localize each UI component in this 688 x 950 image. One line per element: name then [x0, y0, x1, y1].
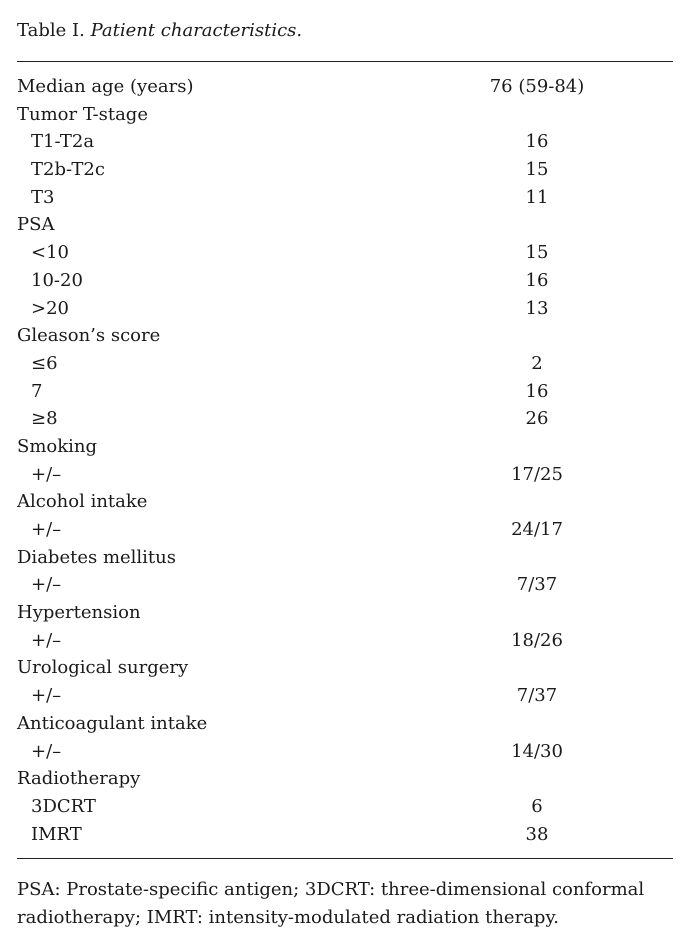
- row-value: 7/37: [516, 574, 558, 596]
- table-subrow: [17, 821, 673, 849]
- table-row: [17, 654, 673, 682]
- row-label: ≤6: [31, 352, 58, 374]
- table-row: [17, 73, 673, 101]
- table-caption: [17, 19, 302, 43]
- table-row: [17, 544, 673, 572]
- table-subrow: [17, 156, 673, 184]
- table-subrow: [17, 184, 673, 212]
- row-value: 15: [525, 242, 549, 264]
- row-label: +/–: [31, 574, 62, 596]
- table-subrow: [17, 682, 673, 710]
- table-subrow: [17, 627, 673, 655]
- row-value: 16: [525, 380, 549, 402]
- table-row: [17, 101, 673, 129]
- table-subrow: [17, 571, 673, 599]
- row-label: Urological surgery: [17, 657, 189, 679]
- row-value: 76 (59-84): [489, 76, 585, 97]
- row-label: 3DCRT: [31, 795, 96, 817]
- table-row: [17, 433, 673, 461]
- row-label: Diabetes mellitus: [17, 546, 176, 568]
- row-label: Smoking: [17, 435, 98, 457]
- caption-title: Patient characteristics.: [90, 20, 303, 41]
- row-label: T3: [31, 186, 55, 208]
- table-subrow: [17, 239, 673, 267]
- row-label: +/–: [31, 519, 62, 540]
- row-label: >20: [31, 297, 69, 319]
- table-subrow: [17, 378, 673, 406]
- row-label: PSA: [17, 214, 55, 236]
- table-subrow: [17, 461, 673, 489]
- row-value: 7/37: [516, 685, 558, 707]
- row-label: +/–: [31, 740, 62, 762]
- row-label: Gleason’s score: [17, 325, 161, 347]
- row-label: Hypertension: [17, 602, 141, 624]
- row-value: 18/26: [511, 629, 563, 651]
- table-top-rule: [17, 61, 673, 62]
- table-row: [17, 765, 673, 793]
- row-label: Anticoagulant intake: [17, 712, 208, 734]
- row-label: +/–: [31, 463, 62, 485]
- table-subrow: [17, 405, 673, 433]
- table-row: [17, 599, 673, 627]
- table-subrow: [17, 350, 673, 378]
- row-label: Radiotherapy: [17, 768, 141, 790]
- table-subrow: [17, 295, 673, 323]
- row-label: IMRT: [31, 823, 82, 845]
- table-footnote: PSA: Prostate-specific antigen; 3DCRT: three-dimensional conformal radiotherapy; IMRT: intensity-modulated radiation therapy.: [17, 879, 645, 928]
- row-value: 38: [525, 823, 549, 845]
- row-value: 14/30: [511, 740, 563, 762]
- table-row: [17, 710, 673, 738]
- row-value: 2: [531, 352, 543, 374]
- row-value: 16: [525, 131, 549, 153]
- row-label: +/–: [31, 629, 62, 651]
- table-subrow: [17, 738, 673, 766]
- row-label: Median age (years): [17, 76, 194, 97]
- row-value: 11: [525, 186, 549, 208]
- table-subrow: [17, 267, 673, 295]
- row-value: 17/25: [511, 463, 563, 485]
- table-row: [17, 322, 673, 350]
- row-label: Tumor T-stage: [17, 103, 148, 125]
- table-bottom-rule: [17, 858, 673, 859]
- table-body: [17, 73, 673, 848]
- row-label: Alcohol intake: [17, 491, 148, 513]
- row-label: <10: [31, 242, 69, 264]
- table-subrow: [17, 516, 673, 544]
- row-label: ≥8: [31, 408, 58, 430]
- row-value: 15: [525, 159, 549, 181]
- table-subrow: [17, 128, 673, 156]
- row-value: 6: [531, 795, 543, 817]
- row-label: T2b-T2c: [31, 159, 105, 181]
- row-label: +/–: [31, 685, 62, 707]
- caption-prefix: Table I.: [17, 20, 85, 41]
- row-value: 13: [525, 297, 549, 319]
- row-label: T1-T2a: [31, 131, 95, 153]
- row-label: 7: [31, 380, 43, 402]
- row-label: 10-20: [31, 269, 83, 291]
- table-row: [17, 488, 673, 516]
- table-row: [17, 211, 673, 239]
- table-subrow: [17, 793, 673, 821]
- row-value: 24/17: [511, 519, 563, 540]
- row-value: 16: [525, 269, 549, 291]
- row-value: 26: [525, 408, 549, 430]
